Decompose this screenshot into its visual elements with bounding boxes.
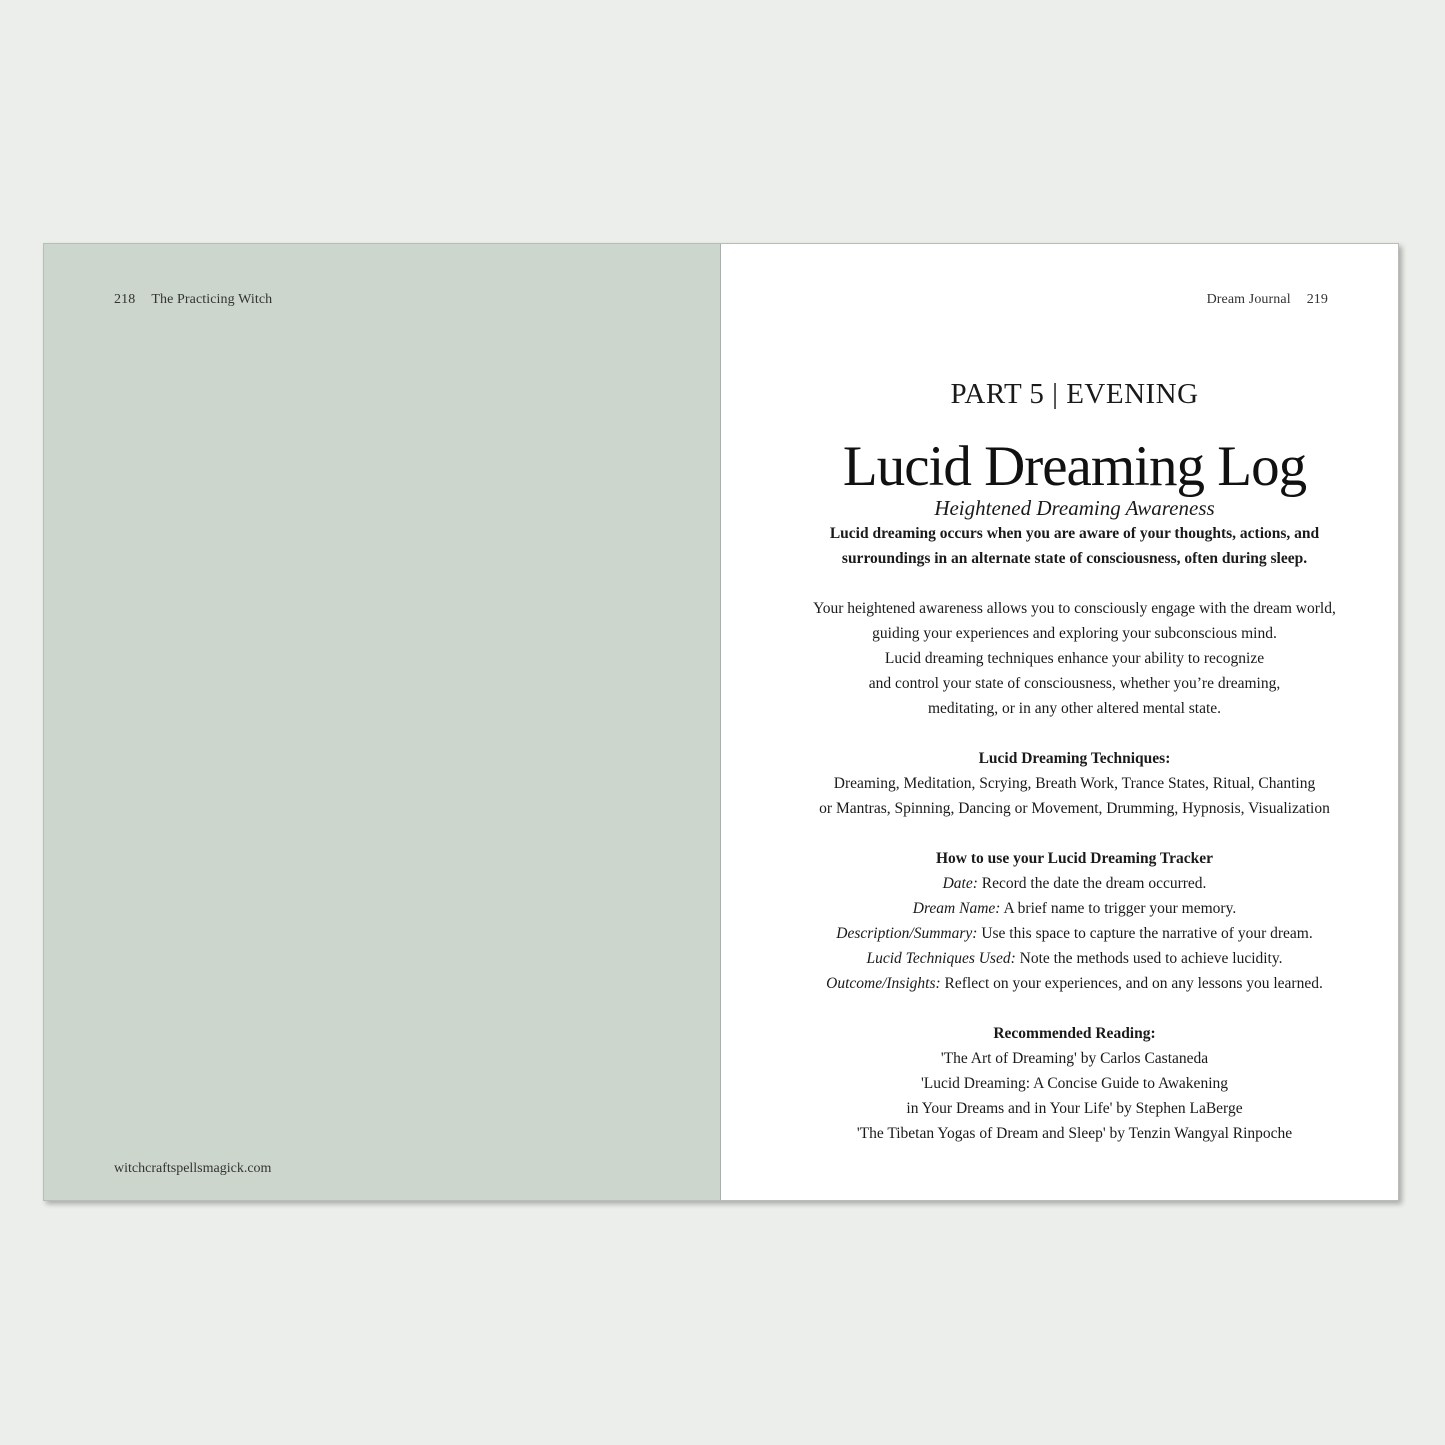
tracker-label: Lucid Techniques Used:: [866, 950, 1016, 967]
left-page: [44, 244, 721, 1200]
page-title: Lucid Dreaming Log: [842, 435, 1307, 498]
body-line: Lucid dreaming techniques enhance your ability to recognize: [884, 650, 1265, 667]
page-subtitle: Heightened Dreaming Awareness: [934, 496, 1215, 520]
techniques-line: Dreaming, Meditation, Scrying, Breath Work, Trance States, Ritual, Chanting: [833, 775, 1316, 792]
tracker-text: Reflect on your experiences, and on any lessons you learned.: [940, 975, 1323, 992]
book-spread: [43, 243, 1399, 1201]
tracker-label: Description/Summary:: [836, 925, 978, 942]
reading-line: in Your Dreams and in Your Life' by Stephen LaBerge: [906, 1100, 1243, 1117]
tracker-text: Record the date the dream occurred.: [977, 875, 1207, 892]
tracker-label: Date:: [942, 875, 978, 892]
left-page-number: 218: [114, 292, 136, 307]
tracker-text: Use this space to capture the narrative of your dream.: [977, 925, 1313, 942]
book-title: The Practicing Witch: [151, 292, 273, 307]
tracker-text: Note the methods used to achieve lucidity.: [1015, 950, 1283, 967]
body-line: Your heightened awareness allows you to consciously engage with the dream world,: [813, 600, 1336, 617]
body-paragraph: [761, 596, 1388, 721]
body-line: and control your state of consciousness, whether you’re dreaming,: [868, 675, 1281, 692]
right-page: [721, 244, 1398, 1200]
left-running-head: [114, 292, 272, 308]
tracker-item-outcome: [761, 971, 1388, 996]
tracker-item-description: [761, 921, 1388, 946]
right-running-head: [1207, 292, 1328, 308]
page-content: [761, 376, 1388, 1146]
tracker-item-techniques: [761, 946, 1388, 971]
reading-line: 'Lucid Dreaming: A Concise Guide to Awakening: [920, 1075, 1228, 1092]
tracker-label: Outcome/Insights:: [826, 975, 941, 992]
tracker-heading: How to use your Lucid Dreaming Tracker: [936, 850, 1213, 867]
tracker-label: Dream Name:: [912, 900, 1001, 917]
reading-heading: Recommended Reading:: [993, 1025, 1156, 1042]
tracker-item-date: [761, 871, 1388, 896]
tracker-item-dream-name: [761, 896, 1388, 921]
reading-line: 'The Art of Dreaming' by Carlos Castaneda: [940, 1050, 1209, 1067]
footer-url: witchcraftspellsmagick.com: [114, 1161, 272, 1176]
body-line: guiding your experiences and exploring your subconscious mind.: [872, 625, 1277, 642]
tracker-text: A brief name to trigger your memory.: [1000, 900, 1237, 917]
techniques-line: or Mantras, Spinning, Dancing or Movement, Drumming, Hypnosis, Visualization: [819, 800, 1330, 817]
intro-block: [761, 521, 1388, 571]
right-page-number: 219: [1306, 292, 1328, 307]
intro-line: Lucid dreaming occurs when you are aware of your thoughts, actions, and: [829, 525, 1320, 542]
intro-line: surroundings in an alternate state of consciousness, often during sleep.: [841, 550, 1308, 567]
body-line: meditating, or in any other altered mental state.: [927, 700, 1222, 717]
section-name: Dream Journal: [1206, 292, 1291, 307]
part-heading: PART 5 | EVENING: [950, 378, 1199, 410]
techniques-heading: Lucid Dreaming Techniques:: [978, 750, 1171, 767]
reading-line: 'The Tibetan Yogas of Dream and Sleep' by Tenzin Wangyal Rinpoche: [856, 1125, 1293, 1142]
